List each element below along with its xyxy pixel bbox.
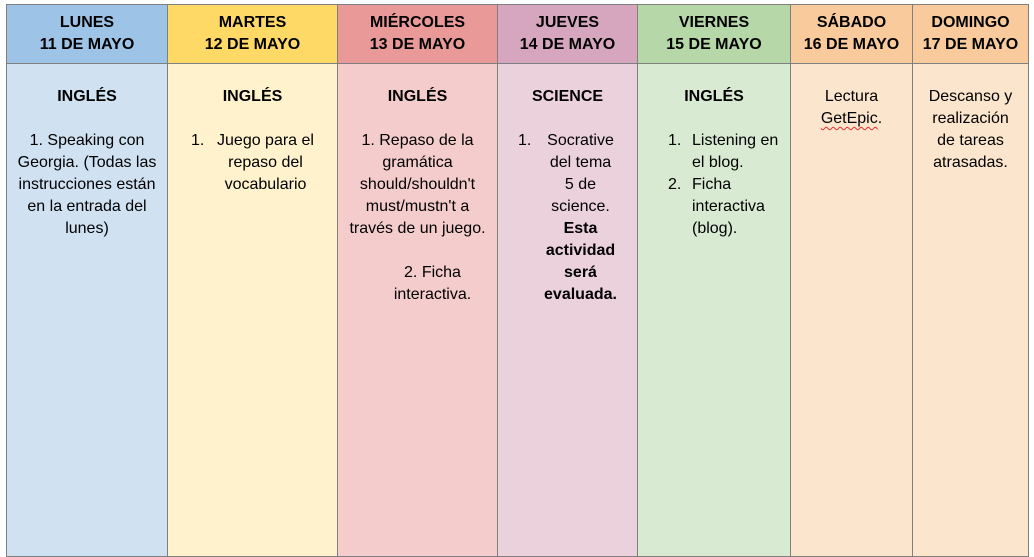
task-line: must/mustn't a: [365, 198, 470, 215]
task-line: Juego para el: [217, 132, 314, 149]
task-line: Descanso y: [928, 88, 1013, 105]
day-date: 11 DE MAYO: [39, 36, 135, 53]
task-line: lunes): [65, 220, 109, 237]
task-line: Socrative: [547, 132, 614, 149]
subject-label: INGLÉS: [387, 88, 448, 105]
day-date: 15 DE MAYO: [666, 36, 762, 53]
task-line: el blog.: [692, 154, 744, 171]
task-line: Georgia. (Todas las: [17, 154, 157, 171]
task-line: [797, 108, 906, 130]
geteppic-word: GetEpic: [820, 110, 878, 127]
task-line: Ficha: [692, 176, 732, 193]
day-name: SÁBADO: [816, 14, 887, 31]
header-domingo: [913, 5, 1029, 64]
cell-domingo: [913, 64, 1029, 557]
task-item: [504, 130, 631, 306]
cell-miercoles: [338, 64, 498, 557]
subject-label: INGLÉS: [684, 88, 744, 105]
task-item: [174, 130, 331, 196]
item-text: [692, 130, 778, 174]
task-line: repaso del: [228, 154, 303, 171]
cell-sabado: [791, 64, 913, 557]
task-line-bold: Esta: [563, 220, 598, 237]
task-line: interactiva.: [393, 286, 472, 303]
task-line: vocabulario: [224, 176, 307, 193]
task-line: 1. Speaking con: [29, 132, 145, 149]
task-line: 5 de: [564, 176, 597, 193]
task-line: science.: [551, 198, 610, 215]
header-viernes: [638, 5, 791, 64]
task-line: del tema: [549, 154, 612, 171]
task-list: [644, 130, 784, 240]
task-line: instrucciones están: [18, 176, 156, 193]
day-name: MIÉRCOLES: [369, 14, 466, 31]
subject-label: SCIENCE: [531, 88, 604, 105]
day-date: 13 DE MAYO: [369, 36, 466, 53]
body-row: [7, 64, 1029, 557]
day-name: LUNES: [59, 14, 115, 31]
task-item: [668, 130, 784, 174]
item-number: 1.: [191, 132, 205, 149]
task-line: 2. Ficha: [404, 264, 461, 281]
day-name: MARTES: [218, 14, 287, 31]
item-text: [217, 130, 314, 196]
subject-label: INGLÉS: [222, 88, 283, 105]
cell-jueves: [498, 64, 638, 557]
task-item: [668, 174, 784, 240]
weekly-schedule: [6, 4, 1029, 557]
day-date: 14 DE MAYO: [519, 36, 616, 53]
task-line-bold: evaluada.: [544, 286, 617, 303]
task-line: en la entrada del: [27, 198, 147, 215]
cell-martes: [168, 64, 338, 557]
task-line: interactiva: [692, 198, 765, 215]
task-line: (blog).: [692, 220, 738, 237]
task-line-bold: actividad: [545, 242, 616, 259]
cell-lunes: [7, 64, 168, 557]
task-line: atrasadas.: [933, 154, 1008, 171]
day-date: 12 DE MAYO: [204, 36, 301, 53]
header-martes: [168, 5, 338, 64]
item-number: 2.: [668, 176, 682, 193]
subject-label: INGLÉS: [57, 88, 117, 105]
header-jueves: [498, 5, 638, 64]
item-number: 1.: [518, 132, 532, 149]
header-miercoles: [338, 5, 498, 64]
task-line: gramática: [382, 154, 453, 171]
header-sabado: [791, 5, 913, 64]
day-date: 16 DE MAYO: [803, 36, 900, 53]
day-name: VIERNES: [678, 14, 750, 31]
item-text: [692, 174, 765, 240]
punctuation: .: [877, 110, 883, 127]
task-line: realización: [932, 110, 1009, 127]
task-line: Lectura: [824, 88, 879, 105]
task-line-bold: será: [564, 264, 597, 281]
day-name: DOMINGO: [931, 14, 1010, 31]
task-line: de tareas: [937, 132, 1004, 149]
task-line: través de un juego.: [349, 220, 486, 237]
task-line: should/shouldn't: [359, 176, 476, 193]
header-lunes: [7, 5, 168, 64]
cell-viernes: [638, 64, 791, 557]
task-line: 1. Repaso de la: [361, 132, 474, 149]
task-line: Listening en: [692, 132, 779, 149]
day-name: JUEVES: [535, 14, 600, 31]
day-date: 17 DE MAYO: [922, 36, 1019, 53]
item-number: 1.: [668, 132, 682, 149]
item-text: [544, 130, 617, 306]
header-row: [7, 5, 1029, 64]
schedule-table: [6, 4, 1029, 557]
